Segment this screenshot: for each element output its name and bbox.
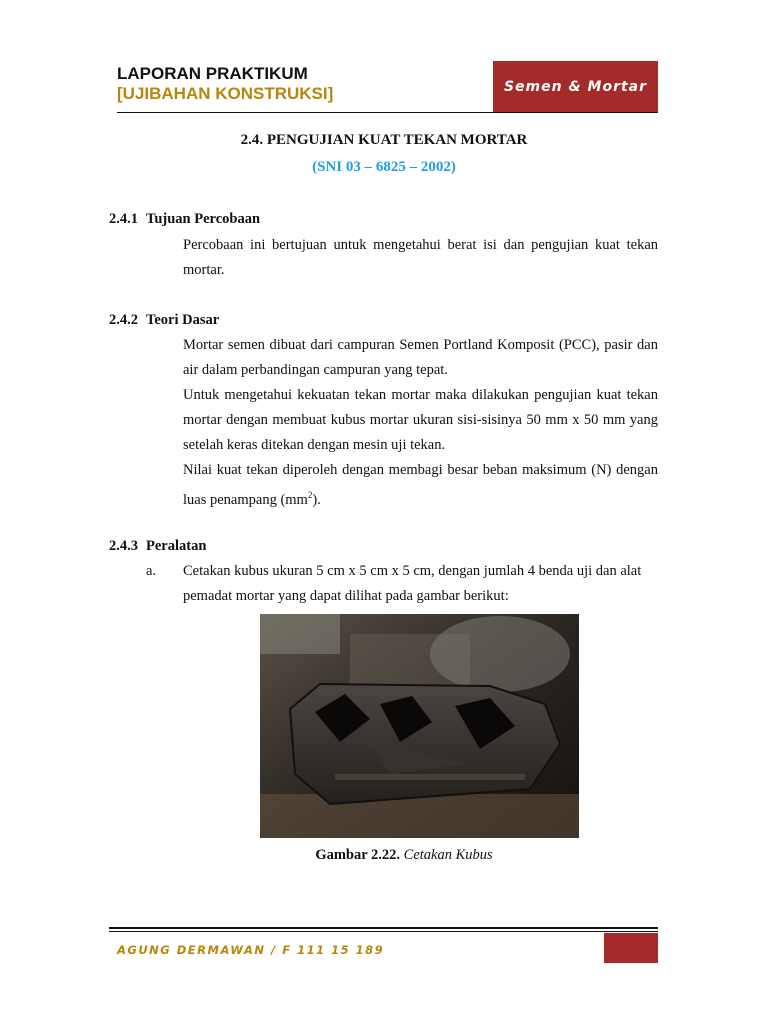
equipment-item-a [146, 559, 658, 609]
paragraph-text [146, 458, 658, 513]
section-heading-tujuan [109, 211, 260, 228]
footer-divider [109, 927, 658, 929]
footer-page-box [604, 933, 658, 963]
figure-label: Gambar 2.22. [315, 847, 401, 863]
section-title: Peralatan [146, 538, 207, 554]
section-heading-peralatan [109, 538, 206, 555]
cube-mold-illustration [260, 614, 579, 838]
header-divider [117, 112, 658, 113]
paragraph-teori [146, 333, 658, 513]
paragraph-text-part: Nilai kuat tekan diperoleh dengan membagi besar beban maksimum (N) dengan luas penampang (mm [183, 462, 658, 508]
paragraph-text: Percobaan ini bertujuan untuk mengetahui berat isi dan pengujian kuat tekan mortar. [183, 237, 658, 278]
superscript: 2 [307, 490, 313, 500]
section-title: Tujuan Percobaan [146, 211, 261, 227]
footer-divider-thin [109, 931, 658, 932]
section-number: 2.4.1 [109, 211, 138, 227]
paragraph-tujuan [146, 233, 658, 283]
figure-caption-text: Cetakan Kubus [403, 847, 493, 863]
list-marker: a. [146, 563, 157, 579]
paragraph-text-part: ). [312, 491, 321, 508]
standard-reference: (SNI 03 – 6825 – 2002) [312, 159, 456, 175]
section-number: 2.4.2 [109, 312, 138, 328]
report-title: LAPORAN PRAKTIKUM [117, 64, 308, 83]
figure-caption [0, 847, 768, 864]
footer-author: AGUNG DERMAWAN / F 111 15 189 [117, 943, 385, 957]
section-tag: Semen & Mortar [493, 61, 658, 112]
report-subtitle: [UJIBAHAN KONSTRUKSI] [117, 84, 334, 103]
section-title: Teori Dasar [146, 312, 220, 328]
cube-mold-photo [260, 614, 579, 838]
report-header [117, 64, 333, 104]
section-number: 2.4.3 [109, 538, 138, 554]
paragraph-text: Untuk mengetahui kekuatan tekan mortar maka dilakukan pengujian kuat tekan mortar dengan membuat kubus mortar ukuran sisi-sisinya 50 mm x 50 mm yang setelah keras ditekan dengan mesin uji tekan. [183, 387, 658, 453]
chapter-title: 2.4. PENGUJIAN KUAT TEKAN MORTAR [240, 132, 528, 148]
section-heading-teori [109, 312, 219, 329]
list-item-text: Cetakan kubus ukuran 5 cm x 5 cm x 5 cm, dengan jumlah 4 benda uji dan alat pemadat mortar yang dapat dilihat pada gambar berikut: [183, 563, 642, 604]
paragraph-text: Mortar semen dibuat dari campuran Semen Portland Komposit (PCC), pasir dan air dalam perbandingan campuran yang tepat. [183, 337, 658, 378]
